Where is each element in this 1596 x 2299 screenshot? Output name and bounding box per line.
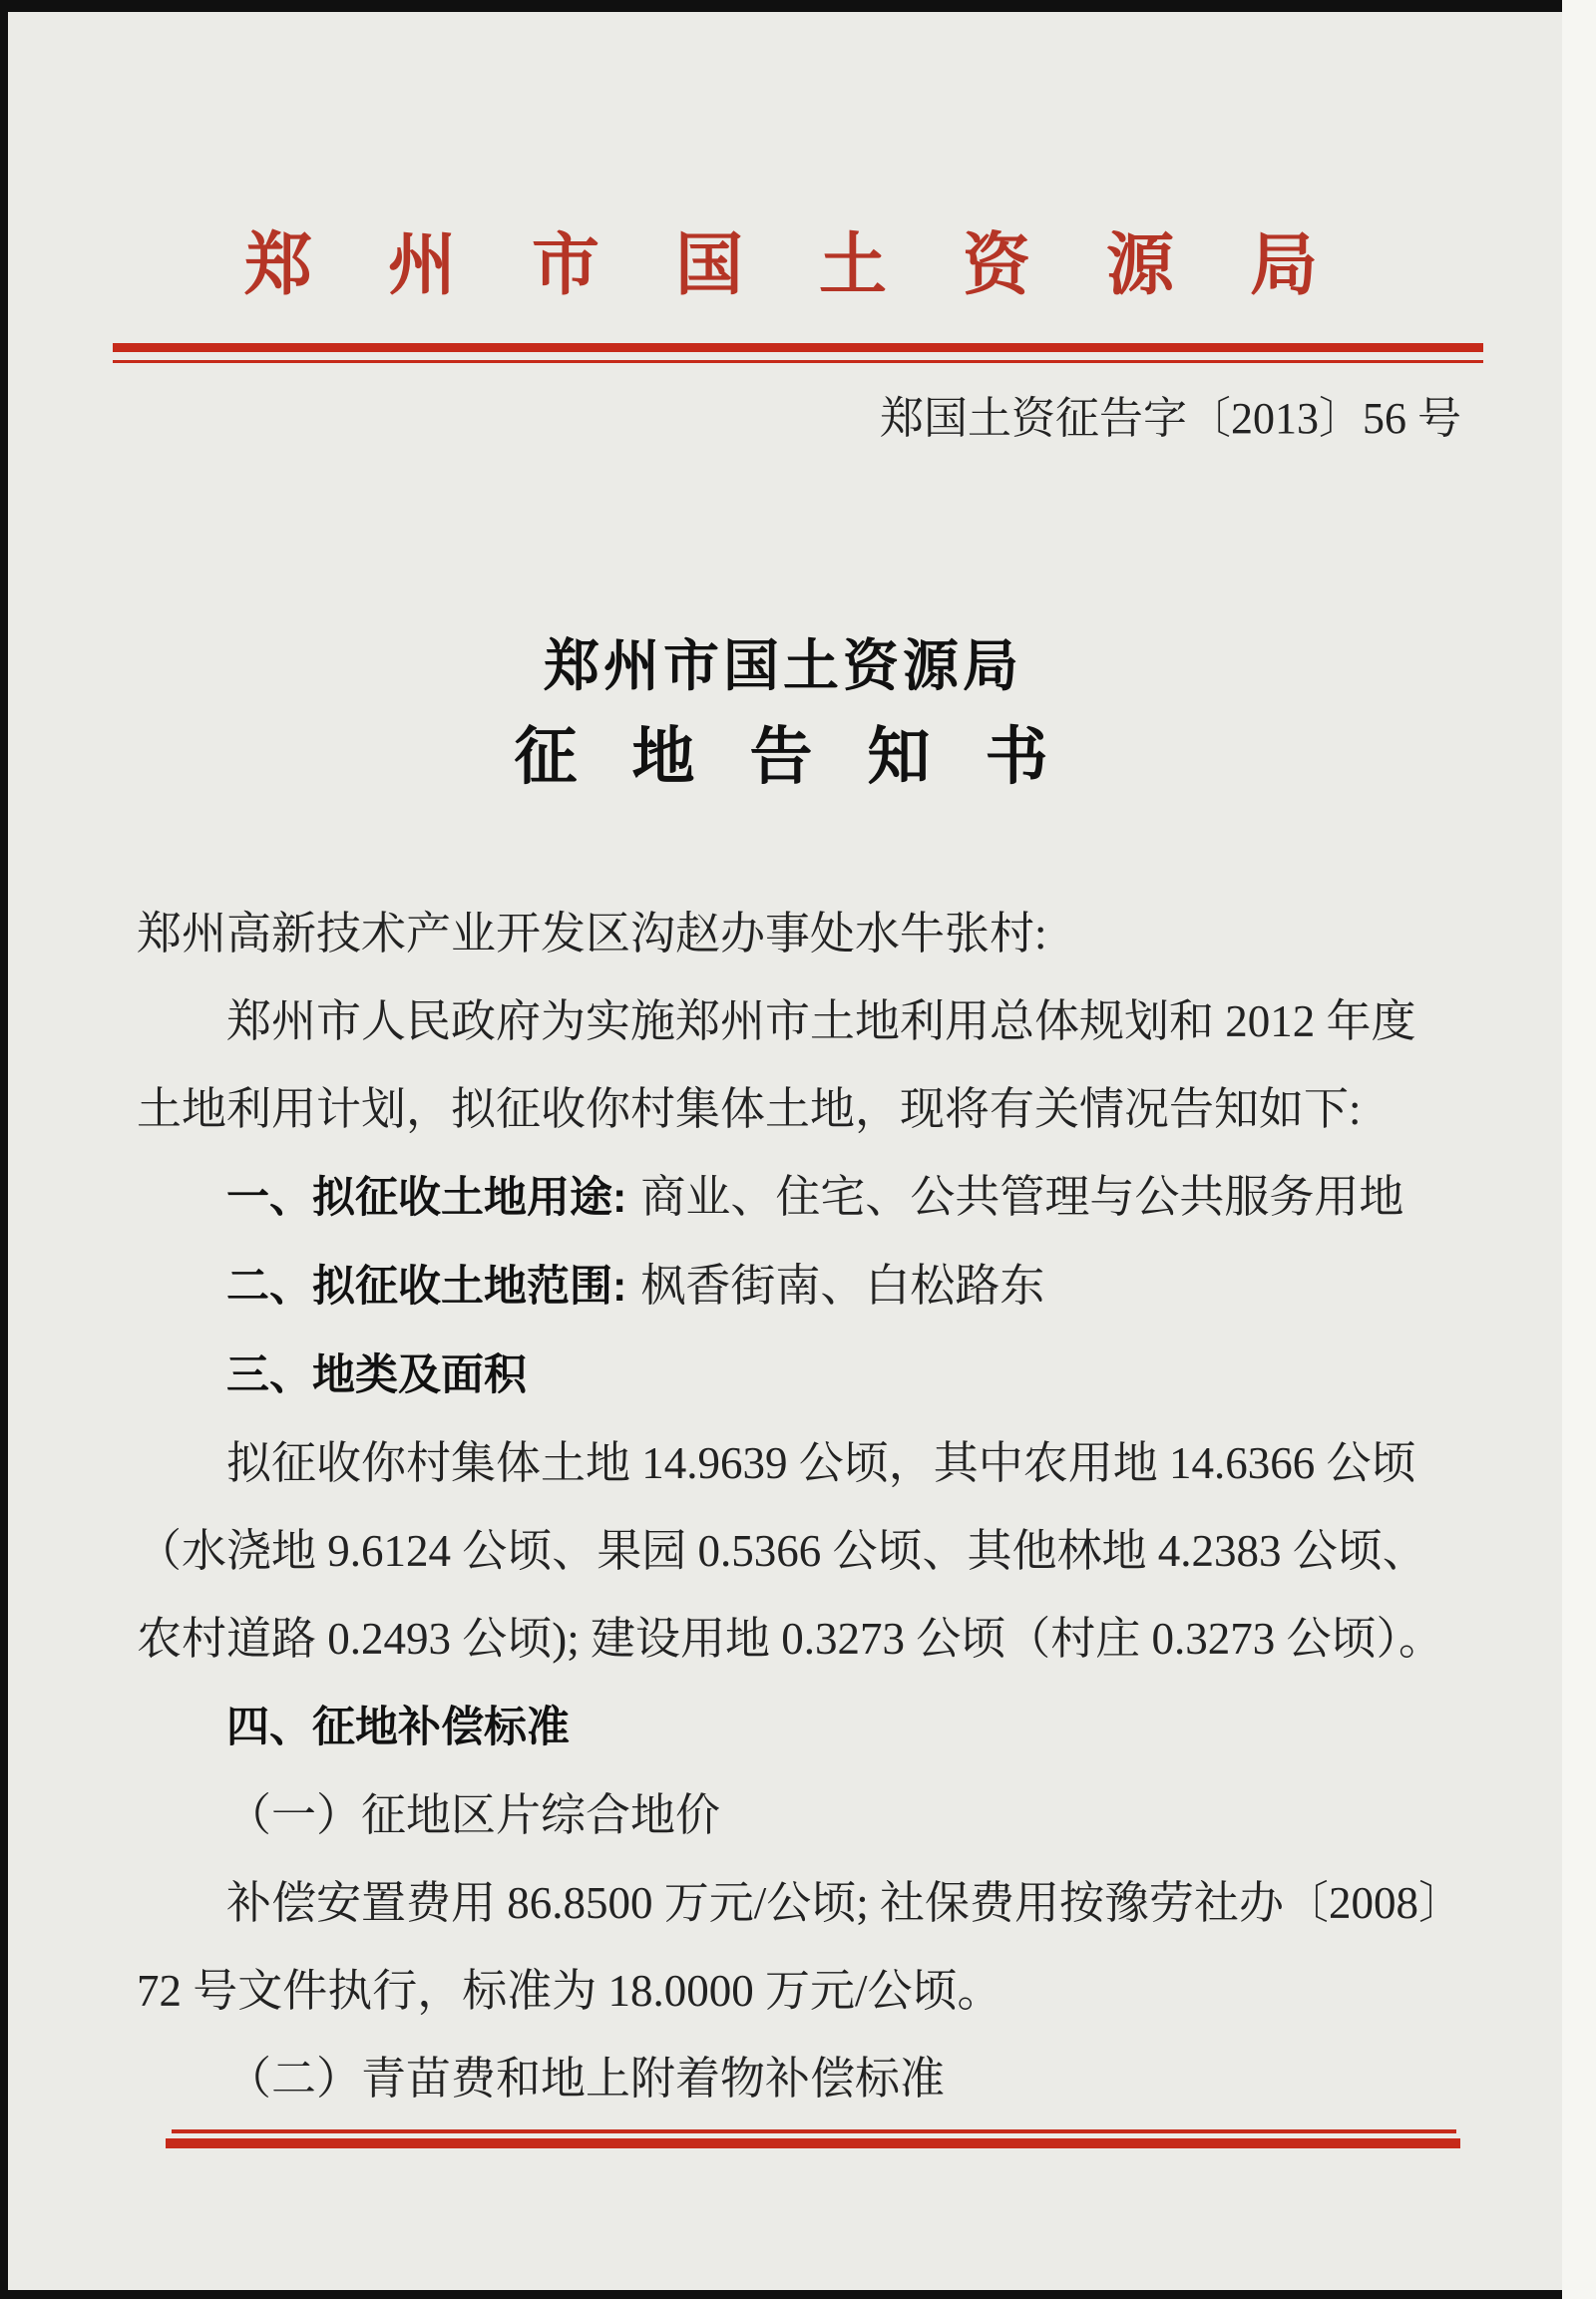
section-3-body-line-1: 拟征收你村集体土地 14.9639 公顷，其中农用地 14.6366 公顷	[226, 1438, 1416, 1488]
salutation-line: 郑州高新技术产业开发区沟赵办事处水牛张村:	[137, 909, 1047, 958]
section-3-body-line-2: （水浇地 9.6124 公顷、果园 0.5366 公顷、其他林地 4.2383 公顷、	[137, 1526, 1427, 1576]
section-1-text: 商业、住宅、公共管理与公共服务用地	[640, 1172, 1404, 1222]
section-3-body-line-3: 农村道路 0.2493 公顷); 建设用地 0.3273 公顷（村庄 0.3273 公顷）。	[137, 1614, 1443, 1664]
section-2-heading: 二、拟征收土地范围:	[226, 1263, 627, 1311]
section-4-sub-1-heading: （一）征地区片综合地价	[226, 1790, 721, 1840]
section-1-line	[137, 1153, 1473, 1242]
footer-rule-thin	[172, 2129, 1456, 2133]
footer-rule-thick	[166, 2138, 1460, 2148]
intro-paragraph-line-1: 郑州市人民政府为实施郑州市土地利用总体规划和 2012 年度	[226, 996, 1416, 1046]
letterhead-rule-thin	[113, 360, 1483, 363]
document-title-organization: 郑州市国土资源局	[544, 636, 1022, 698]
document-number: 郑国土资征告字〔2013〕56 号	[880, 394, 1461, 443]
section-3-heading: 三、地类及面积	[226, 1351, 527, 1399]
section-4-sub-1-body-line-1: 补偿安置费用 86.8500 万元/公顷; 社保费用按豫劳社办〔2008〕	[226, 1878, 1464, 1928]
section-4-heading: 四、征地补偿标准	[226, 1704, 570, 1751]
intro-paragraph-line-2: 土地利用计划，拟征收你村集体土地，现将有关情况告知如下:	[137, 1084, 1362, 1134]
section-3-line	[137, 1331, 1473, 1419]
document-body	[137, 890, 1473, 2122]
document-title-subject: 征地告知书	[514, 722, 1103, 792]
agency-letterhead: 郑州市国土资源局	[243, 227, 1394, 303]
section-4-line	[137, 1683, 1473, 1771]
section-4-sub-2-heading: （二）青苗费和地上附着物补偿标准	[226, 2054, 946, 2104]
section-2-line	[137, 1242, 1473, 1331]
section-1-heading: 一、拟征收土地用途:	[226, 1174, 627, 1222]
letterhead-rule-thick	[113, 343, 1483, 352]
section-2-text: 枫香街南、白松路东	[640, 1261, 1045, 1311]
section-4-sub-1-body-line-2: 72 号文件执行，标准为 18.0000 万元/公顷。	[137, 1966, 1002, 2016]
